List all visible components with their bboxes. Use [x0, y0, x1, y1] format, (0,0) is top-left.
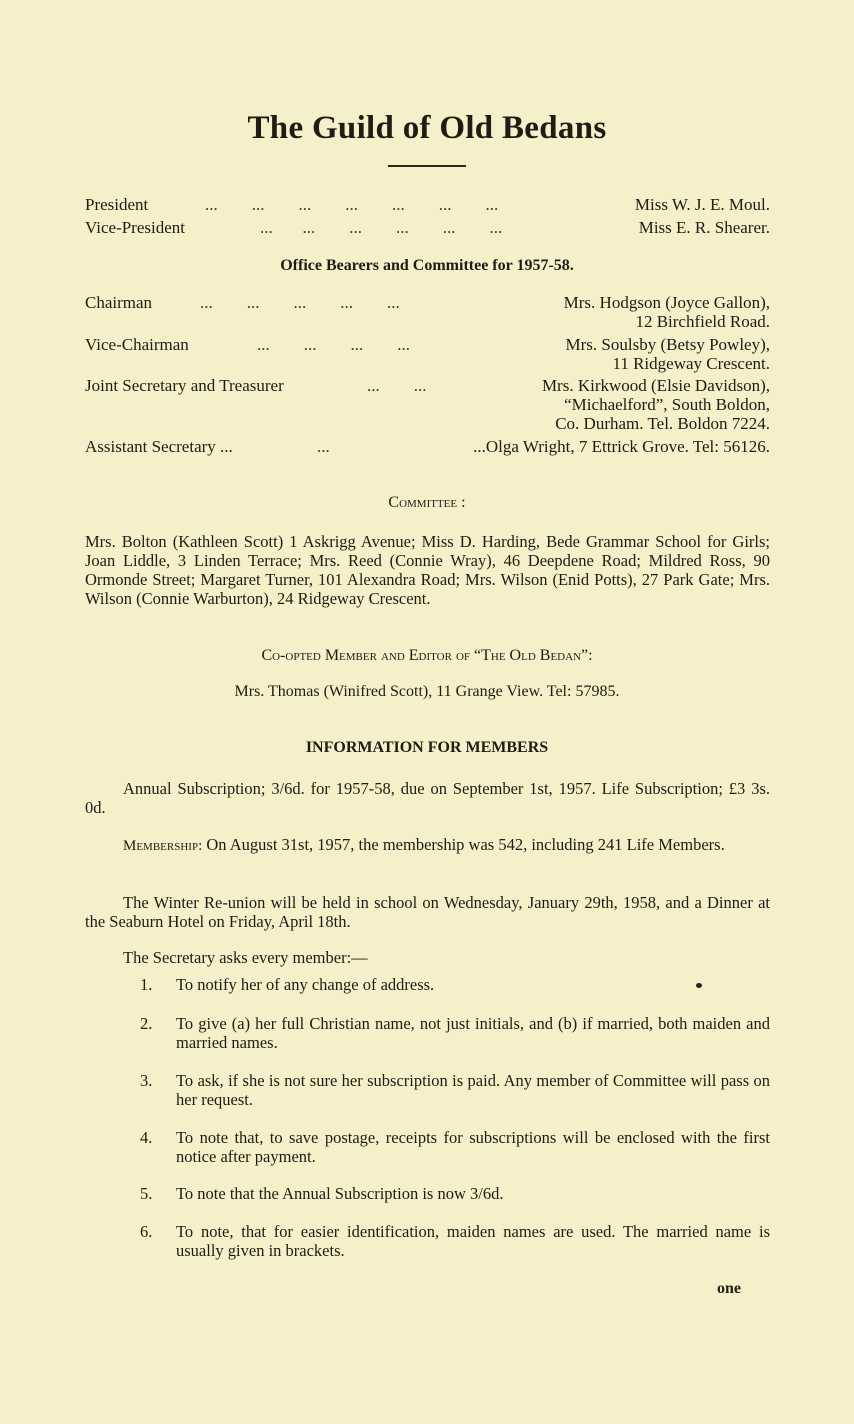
membership-label: Membership: — [123, 838, 203, 854]
bearer-label: Chairman — [85, 293, 153, 312]
leader-dots: ... ... — [367, 376, 427, 395]
officer-label: President — [85, 195, 149, 214]
bearer-value-line: Co. Durham. Tel. Boldon 7224. — [555, 414, 770, 433]
bearer-label: Joint Secretary and Treasurer — [85, 376, 284, 395]
information-heading: INFORMATION FOR MEMBERS — [305, 739, 549, 756]
request-text: To notify her of any change of address. — [176, 975, 435, 994]
officer-value: Miss E. R. Shearer. — [638, 218, 770, 237]
secretary-intro: The Secretary asks every member:— — [123, 948, 368, 967]
membership-text: On August 31st, 1957, the membership was 542, including 241 Life Members. — [202, 835, 725, 854]
request-number: 4. — [140, 1128, 153, 1147]
request-text: To note that, to save postage, receipts for subscriptions will be enclosed with the first notice after payment. — [176, 1128, 770, 1166]
leader-dots: ... ... ... ... ... ... ... — [205, 195, 499, 214]
bearer-value-line: Mrs. Hodgson (Joyce Gallon), — [563, 293, 770, 312]
leader-dots: ... ... ... ... ... ... — [260, 218, 503, 237]
leader-dots: ... — [317, 437, 330, 456]
title-divider — [388, 165, 466, 167]
bearer-value-line: “Michaelford”, South Boldon, — [564, 395, 770, 414]
bearer-value — [473, 437, 770, 456]
page-number: one — [717, 1280, 741, 1297]
request-text: To note that the Annual Subscription is now 3/6d. — [176, 1184, 504, 1203]
bearer-value — [566, 335, 770, 373]
request-number: 3. — [140, 1071, 153, 1090]
bearer-value — [564, 293, 770, 331]
request-number: 6. — [140, 1222, 153, 1241]
request-number: 2. — [140, 1014, 153, 1033]
reunion-paragraph: The Winter Re-union will be held in school on Wednesday, January 29th, 1958, and a Dinner at the Seaburn Hotel on Friday, April 18th. — [85, 893, 770, 931]
bearer-value-line: 12 Birchfield Road. — [635, 312, 770, 331]
membership-paragraph — [85, 835, 770, 856]
officer-value: Miss W. J. E. Moul. — [634, 195, 770, 214]
leader-dots: ... ... ... ... — [257, 335, 410, 354]
bearer-value-line: ...Olga Wright, 7 Ettrick Grove. Tel: 56126. — [473, 437, 770, 456]
bearer-label: Vice-Chairman — [85, 335, 189, 354]
bearer-label: Assistant Secretary ... — [85, 437, 233, 456]
bearer-value — [542, 376, 770, 433]
request-number: 1. — [140, 975, 153, 994]
subscription-paragraph: Annual Subscription; 3/6d. for 1957-58, due on September 1st, 1957. Life Subscription; £3 3s. 0d. — [85, 779, 770, 817]
request-number: 5. — [140, 1184, 153, 1203]
officer-label: Vice-President — [85, 218, 185, 237]
office-bearers-heading: Office Bearers and Committee for 1957-58. — [280, 257, 574, 274]
bearer-value-line: Mrs. Soulsby (Betsy Powley), — [565, 335, 770, 354]
committee-heading: Committee : — [388, 494, 466, 511]
print-speck — [696, 983, 702, 988]
coopted-member: Mrs. Thomas (Winifred Scott), 11 Grange View. Tel: 57985. — [234, 683, 620, 700]
request-text: To note, that for easier identification, maiden names are used. The married name is usually given in brackets. — [176, 1222, 770, 1260]
coopted-heading: Co-opted Member and Editor of “The Old Bedan”: — [261, 647, 593, 664]
leader-dots: ... ... ... ... ... — [200, 293, 400, 312]
page-title: The Guild of Old Bedans — [247, 110, 607, 146]
request-text: To give (a) her full Christian name, not just initials, and (b) if married, both maiden and married names. — [176, 1014, 770, 1052]
committee-list: Mrs. Bolton (Kathleen Scott) 1 Askrigg Avenue; Miss D. Harding, Bede Grammar School for Girls; Joan Liddle, 3 Linden Terrace; Mrs. Reed (Connie Wray), 46 Deepdene Road; Mildred Ross, 90 Ormonde Street; Margaret Turner, 101 Alexandra Road; Mrs. Wilson (Enid Potts), 27 Park Gate; Mrs. Wilson (Connie Warburton), 24 Ridgeway Crescent. — [85, 532, 770, 608]
bearer-value-line: Mrs. Kirkwood (Elsie Davidson), — [541, 376, 770, 395]
request-text: To ask, if she is not sure her subscription is paid. Any member of Committee will pass on her request. — [176, 1071, 770, 1109]
bearer-value-line: 11 Ridgeway Crescent. — [612, 354, 770, 373]
